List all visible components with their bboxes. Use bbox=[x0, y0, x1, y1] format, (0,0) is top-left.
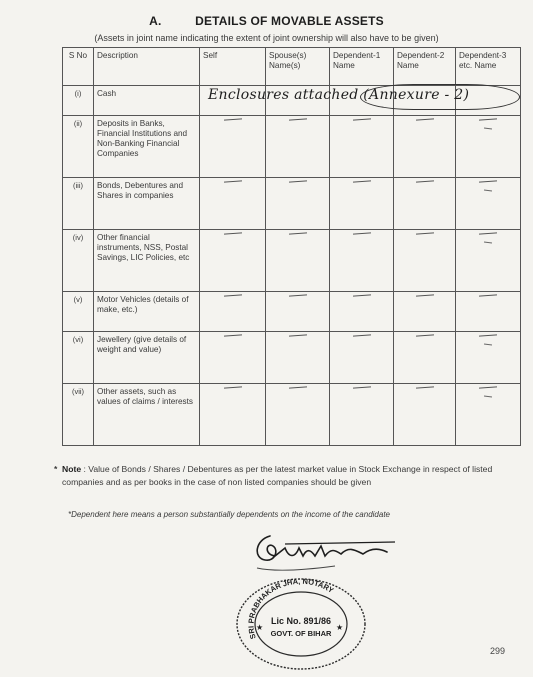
table-row bbox=[63, 384, 521, 446]
table-cell bbox=[394, 116, 456, 178]
section-title bbox=[0, 14, 533, 28]
table-cell bbox=[330, 178, 394, 230]
table-cell bbox=[394, 178, 456, 230]
table-cell bbox=[200, 384, 266, 446]
table-cell bbox=[330, 332, 394, 384]
column-header: S No bbox=[63, 48, 94, 86]
table-cell bbox=[200, 292, 266, 332]
table-cell bbox=[394, 292, 456, 332]
table-header-row bbox=[63, 48, 521, 86]
row-description: Other financial instruments, NSS, Postal Savings, LIC Policies, etc bbox=[94, 230, 200, 292]
notary-stamp bbox=[232, 572, 370, 670]
note-bullet: * bbox=[54, 464, 58, 474]
table-cell bbox=[456, 384, 521, 446]
star-icon: ★ bbox=[256, 623, 264, 632]
table-cell bbox=[456, 178, 521, 230]
column-header: Dependent-3 etc. Name bbox=[456, 48, 521, 86]
table-cell bbox=[266, 332, 330, 384]
page-number: 299 bbox=[490, 646, 506, 656]
row-number: (ii) bbox=[63, 116, 94, 178]
star-icon: ★ bbox=[336, 623, 344, 632]
section-subtitle: (Assets in joint name indicating the extent of joint ownership will also have to be given) bbox=[94, 33, 439, 43]
row-description: Cash bbox=[94, 86, 200, 116]
table-cell bbox=[394, 384, 456, 446]
table-cell bbox=[266, 116, 330, 178]
column-header: Description bbox=[94, 48, 200, 86]
table-row bbox=[63, 292, 521, 332]
stamp-arc-text: SRI PRABHAKAR JHA, NOTARY bbox=[246, 576, 336, 641]
table-cell bbox=[456, 230, 521, 292]
table-cell bbox=[200, 230, 266, 292]
note-label: Note bbox=[62, 464, 82, 474]
signature-image bbox=[245, 528, 410, 576]
row-number: (v) bbox=[63, 292, 94, 332]
column-header: Dependent-2 Name bbox=[394, 48, 456, 86]
row-number: (vii) bbox=[63, 384, 94, 446]
table-row bbox=[63, 332, 521, 384]
section-number: A. bbox=[149, 14, 162, 28]
row-number: (iii) bbox=[63, 178, 94, 230]
table-row bbox=[63, 178, 521, 230]
table-cell bbox=[200, 332, 266, 384]
row-number: (iv) bbox=[63, 230, 94, 292]
dependent-footnote: *Dependent here means a person substantially dependents on the income of the candidate bbox=[68, 510, 390, 519]
table-cell bbox=[266, 230, 330, 292]
stamp-license: Lic No. 891/86 bbox=[270, 616, 332, 626]
note-block bbox=[54, 463, 517, 489]
row-description: Jewellery (give details of weight and value) bbox=[94, 332, 200, 384]
column-header: Dependent-1 Name bbox=[330, 48, 394, 86]
row-description: Motor Vehicles (details of make, etc.) bbox=[94, 292, 200, 332]
column-header: Self bbox=[200, 48, 266, 86]
table-cell bbox=[456, 332, 521, 384]
section-heading: DETAILS OF MOVABLE ASSETS bbox=[195, 14, 384, 28]
table-cell bbox=[330, 230, 394, 292]
table-cell bbox=[456, 292, 521, 332]
row-description: Bonds, Debentures and Shares in companies bbox=[94, 178, 200, 230]
note-text: : Value of Bonds / Shares / Debentures as per the latest market value in Stock Exchange in respect of listed companies and as per books in the case of non listed companies should be given bbox=[62, 464, 493, 487]
column-header: Spouse(s) Name(s) bbox=[266, 48, 330, 86]
row-number: (vi) bbox=[63, 332, 94, 384]
row-description: Deposits in Banks, Financial Institutions and Non-Banking Financial Companies bbox=[94, 116, 200, 178]
table-cell bbox=[200, 178, 266, 230]
table-cell bbox=[200, 116, 266, 178]
table-cell bbox=[394, 230, 456, 292]
row-number: (i) bbox=[63, 86, 94, 116]
table-cell bbox=[266, 384, 330, 446]
handwritten-cash-entry: Enclosures attached (Annexure - 2) bbox=[208, 87, 470, 103]
table-cell bbox=[266, 292, 330, 332]
table-cell bbox=[330, 384, 394, 446]
table-cell bbox=[330, 116, 394, 178]
table-cell bbox=[330, 292, 394, 332]
table-cell bbox=[456, 116, 521, 178]
table-cell bbox=[266, 178, 330, 230]
table-row bbox=[63, 116, 521, 178]
table-cell bbox=[394, 332, 456, 384]
row-description: Other assets, such as values of claims / interests bbox=[94, 384, 200, 446]
stamp-govt: GOVT. OF BIHAR bbox=[270, 629, 332, 638]
table-row bbox=[63, 230, 521, 292]
